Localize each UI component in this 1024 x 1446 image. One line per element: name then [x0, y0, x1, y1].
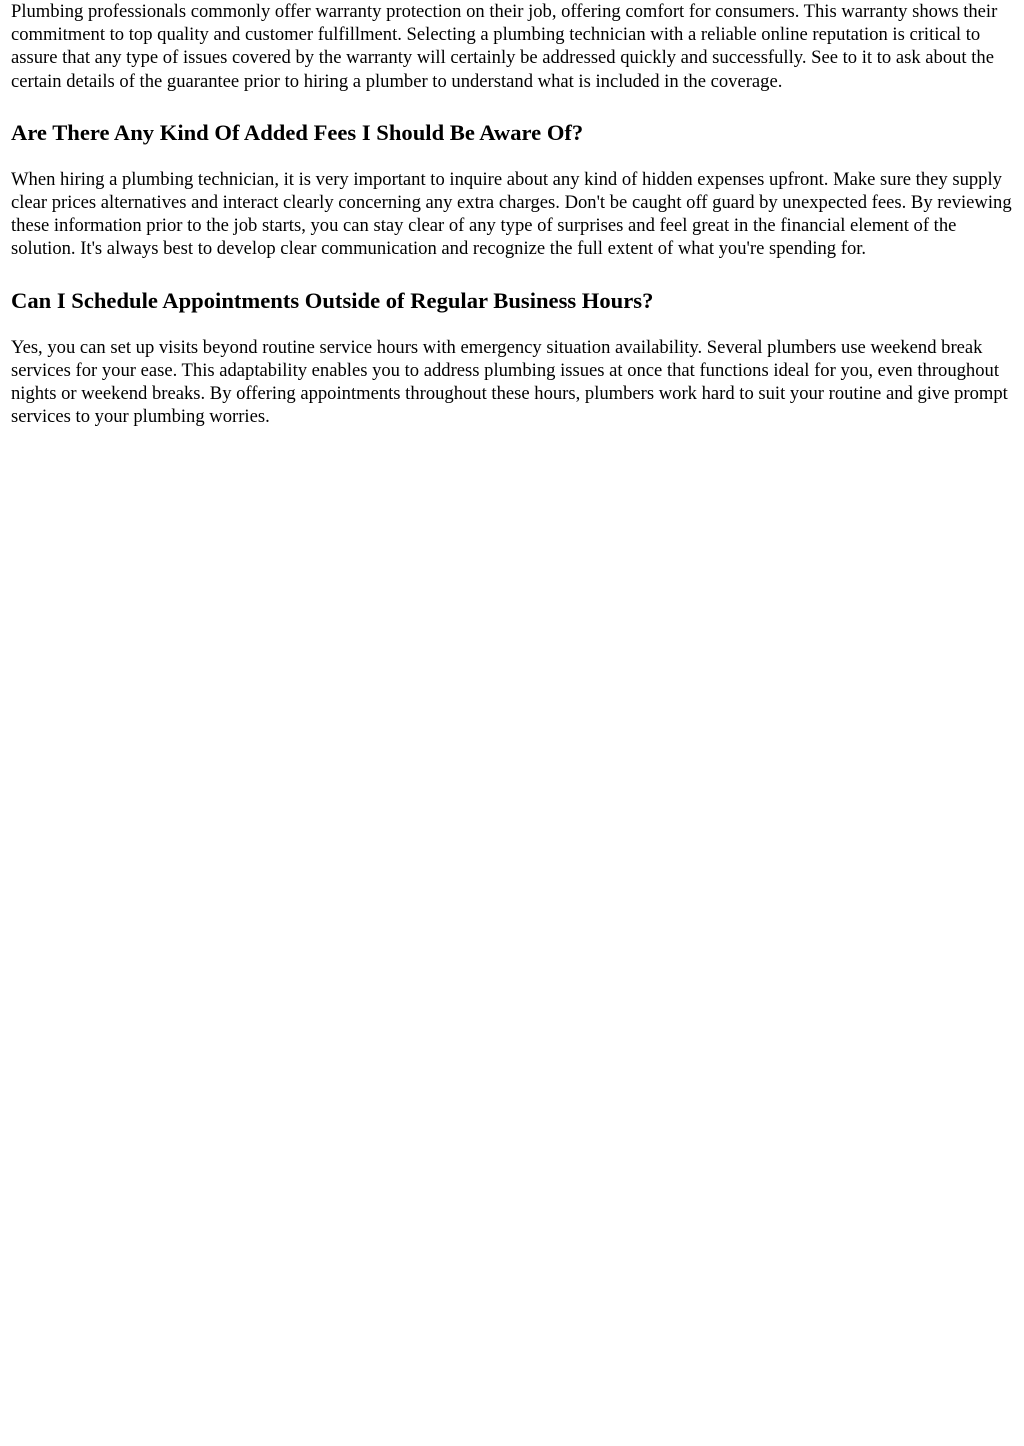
appointments-heading: Can I Schedule Appointments Outside of Regular Business Hours? [11, 287, 654, 313]
article-page [0, 0, 1024, 428]
added-fees-heading: Are There Any Kind Of Added Fees I Should Be Aware Of? [11, 119, 584, 145]
warranty-paragraph: Plumbing professionals commonly offer warranty protection on their job, offering comfort for consumers. This warranty shows their commitment to top quality and customer fulfillment. Selecting a plumbing technician with a reliable online reputation is critical to assure that any type of issues covered by the warranty will certainly be addressed quickly and successfully. See to it to ask about the certain details of the guarantee prior to hiring a plumber to understand what is included in the coverage. [11, 1, 998, 92]
added-fees-paragraph: When hiring a plumbing technician, it is very important to inquire about any kind of hidden expenses upfront. Make sure they supply clear prices alternatives and interact clearly concerning any extra charges. Don't be caught off guard by unexpected fees. By reviewing these information prior to the job starts, you can stay clear of any type of surprises and feel great in the financial element of the solution. It's always best to develop clear communication and recognize the full extent of what you're spending for. [11, 168, 1012, 260]
appointments-paragraph: Yes, you can set up visits beyond routine service hours with emergency situation availability. Several plumbers use weekend break services for your ease. This adaptability enables you to address plumbing issues at once that functions ideal for you, even throughout nights or weekend breaks. By offering appointments throughout these hours, plumbers work hard to suit your routine and give prompt services to your plumbing worries. [11, 336, 1008, 428]
